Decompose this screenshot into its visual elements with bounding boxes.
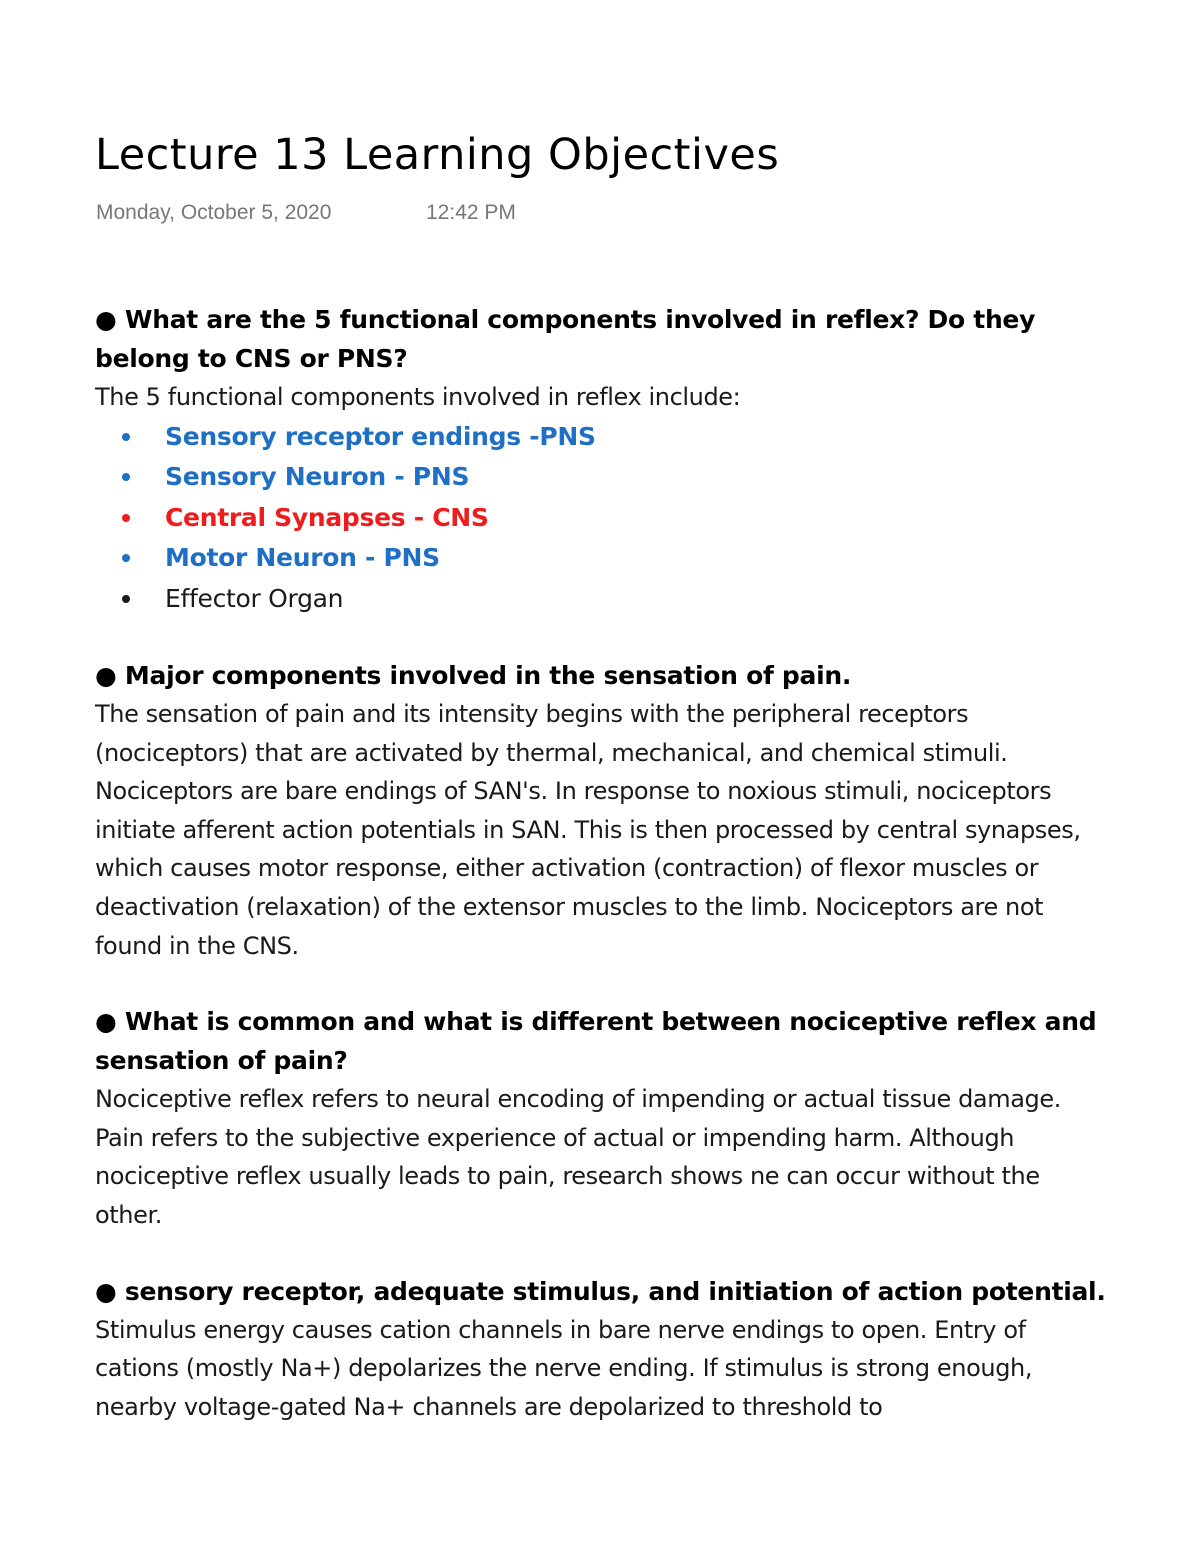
note-time: 12:42 PM <box>426 201 516 224</box>
note-date: Monday, October 5, 2020 <box>96 201 332 224</box>
bullet-icon <box>122 554 130 562</box>
bullet-icon <box>122 433 130 441</box>
bullet-icon <box>122 473 130 481</box>
bullet-icon <box>122 595 130 603</box>
list-item <box>95 498 1110 539</box>
list-item-text: Central Synapses - CNS <box>165 502 489 532</box>
answer-paragraph: Stimulus energy causes cation channels in bare nerve endings to open. Entry of cations (mostly Na+) depolarizes the nerve ending. If stimulus is strong enough, nearby voltage-gated Na+ channels are depolarized to threshold to <box>95 1315 1033 1421</box>
section-reflex-vs-pain <box>95 1002 1110 1234</box>
list-item-text: Sensory receptor endings -PNS <box>165 421 596 451</box>
list-item <box>95 417 1110 458</box>
note-body <box>95 300 1110 1426</box>
question-heading: ● Major components involved in the sensation of pain. <box>95 661 852 691</box>
list-item <box>95 457 1110 498</box>
bullet-icon <box>122 514 130 522</box>
list-item-text: Effector Organ <box>165 583 344 613</box>
list-item-text: Motor Neuron - PNS <box>165 543 440 573</box>
question-heading: ● sensory receptor, adequate stimulus, and initiation of action potential. <box>95 1276 1106 1306</box>
answer-paragraph: The sensation of pain and its intensity begins with the peripheral receptors (nociceptors) that are activated by thermal, mechanical, and chemical stimuli. Nociceptors are bare endings of SAN's. In response to noxious stimuli, nociceptors initiate afferent action potentials in SAN. This is then processed by central synapses, which causes motor response, either activation (contraction) of flexor muscles or deactivation (relaxation) of the extensor muscles to the limb. Nociceptors are not found in the CNS. <box>95 700 1081 960</box>
section-sensory-receptor <box>95 1272 1110 1427</box>
page-title: Lecture 13 Learning Objectives <box>95 130 780 180</box>
list-item-text: Sensory Neuron - PNS <box>165 462 470 492</box>
question-heading: ● What are the 5 functional components involved in reflex? Do they belong to CNS or PNS? <box>95 305 1036 373</box>
answer-intro: The 5 functional components involved in reflex include: <box>95 383 741 411</box>
section-pain-sensation <box>95 656 1110 965</box>
section-reflex-components <box>95 300 1110 619</box>
list-item <box>95 579 1110 620</box>
answer-paragraph: Nociceptive reflex refers to neural encoding of impending or actual tissue damage. Pain refers to the subjective experience of actual or impending harm. Although nociceptive reflex usually leads to pain, research shows ne can occur without the other. <box>95 1085 1061 1230</box>
question-heading: ● What is common and what is different between nociceptive reflex and sensation of pain? <box>95 1007 1097 1076</box>
components-list <box>95 417 1110 620</box>
list-item <box>95 538 1110 579</box>
